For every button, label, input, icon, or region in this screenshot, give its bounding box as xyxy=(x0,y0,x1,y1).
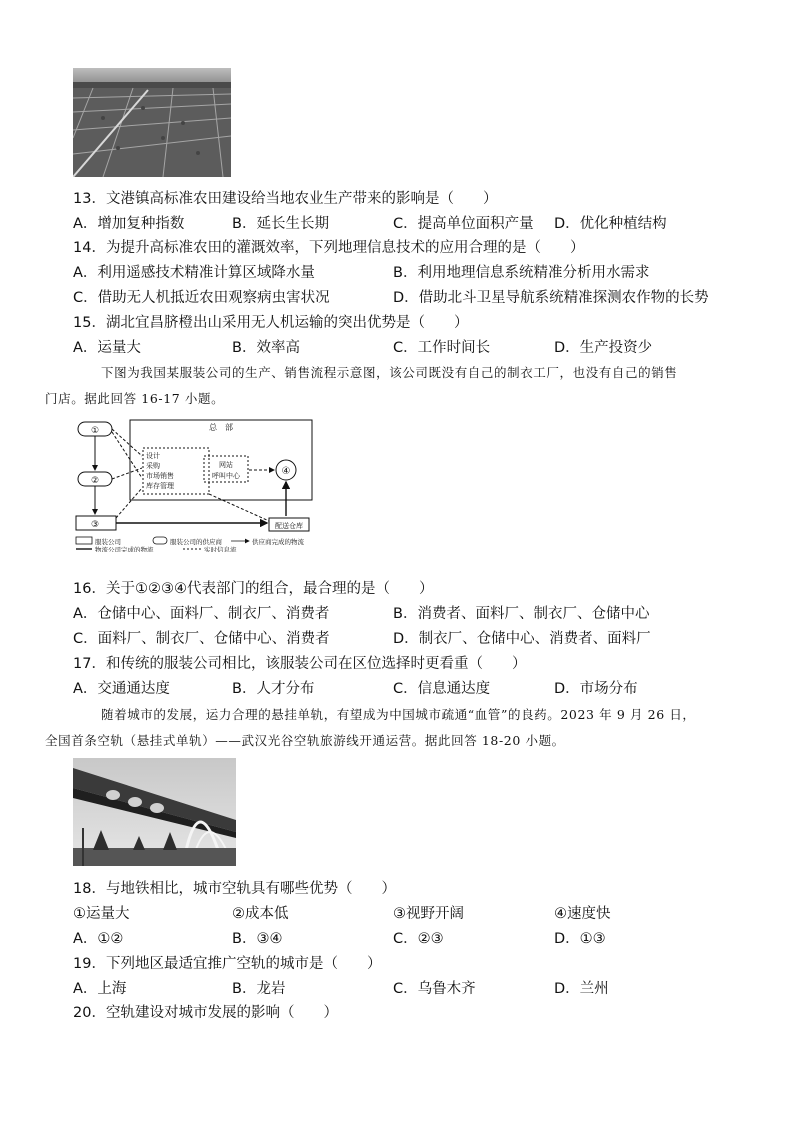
legend-logistics-company: 物流公司完成的物流 xyxy=(95,546,154,552)
q19-option-a: A．上海 xyxy=(73,981,127,997)
q14-option-b: B．利用地理信息系统精准分析用水需求 xyxy=(393,265,650,281)
q19-stem: 19．下列地区最适宜推广空轨的城市是（ ） xyxy=(73,956,382,972)
legend-supplier: 服装公司的供应商 xyxy=(170,538,222,546)
q17-option-a: A．交通通达度 xyxy=(73,681,170,697)
warehouse-label: 配送仓库 xyxy=(275,522,303,530)
q15-option-a: A．运量大 xyxy=(73,340,141,356)
q16-option-c: C．面料厂、制衣厂、仓储中心、消费者 xyxy=(73,631,330,647)
q15-option-c: C．工作时间长 xyxy=(393,340,491,356)
q16-stem: 16．关于①②③④代表部门的组合，最合理的是（ ） xyxy=(73,581,434,597)
q18-stem: 18．与地铁相比，城市空轨具有哪些优势（ ） xyxy=(73,881,396,897)
q14-stem: 14．为提升高标准农田的灌溉效率，下列地理信息技术的应用合理的是（ ） xyxy=(73,240,585,256)
q13-option-d: D．优化种植结构 xyxy=(554,216,667,232)
q14-option-a: A．利用遥感技术精准计算区域降水量 xyxy=(73,265,315,281)
legend-info-flow: 实时信息流 xyxy=(204,546,237,552)
q18-item-1: ①运量大 xyxy=(73,906,130,922)
hq-item-inventory: 库存管理 xyxy=(146,482,174,490)
monorail-photo xyxy=(73,758,236,866)
legend-company: 服装公司 xyxy=(95,538,121,546)
q15-stem: 15．湖北宜昌脐橙出山采用无人机运输的突出优势是（ ） xyxy=(73,315,469,331)
node-3: ③ xyxy=(90,520,100,530)
legend-supplier-logistics: 供应商完成的物流 xyxy=(252,538,304,546)
q16-option-d: D．制衣厂、仓储中心、消费者、面料厂 xyxy=(393,631,651,647)
farmland-photo xyxy=(73,68,231,177)
q18-item-2: ②成本低 xyxy=(232,906,289,922)
q17-option-c: C．信息通达度 xyxy=(393,681,491,697)
q14-option-d: D．借助北斗卫星导航系统精准探测农作物的长势 xyxy=(393,290,709,306)
q19-option-c: C．乌鲁木齐 xyxy=(393,981,476,997)
call-center-label: 呼叫中心 xyxy=(212,472,240,480)
node-4: ④ xyxy=(281,466,291,477)
q13-option-a: A．增加复种指数 xyxy=(73,216,185,232)
q13-stem: 13．文港镇高标准农田建设给当地农业生产带来的影响是（ ） xyxy=(73,191,498,207)
q18-item-3: ③视野开阔 xyxy=(393,906,464,922)
q14-option-c: C．借助无人机抵近农田观察病虫害状况 xyxy=(73,290,330,306)
hq-title: 总 部 xyxy=(209,423,233,432)
hq-item-purchase: 采购 xyxy=(146,462,160,470)
web-site-label: 网站 xyxy=(219,461,233,469)
q17-option-d: D．市场分布 xyxy=(554,681,638,697)
q18-option-c: C．②③ xyxy=(393,931,444,947)
node-1: ① xyxy=(90,426,100,436)
q16-option-a: A．仓储中心、面料厂、制衣厂、消费者 xyxy=(73,606,330,622)
intro1-line1: 下图为我国某服装公司的生产、销售流程示意图，该公司既没有自己的制衣工厂，也没有自己的销售 xyxy=(101,365,678,380)
intro-paragraph-16-17 xyxy=(45,360,733,412)
q18-option-d: D．①③ xyxy=(554,931,606,947)
q13-option-c: C．提高单位面积产量 xyxy=(393,216,534,232)
intro2-line1: 随着城市的发展，运力合理的悬挂单轨，有望成为中国城市疏通“血管”的良药。2023 年 9 月 26 日， xyxy=(101,707,696,722)
q20-stem: 20．空轨建设对城市发展的影响（ ） xyxy=(73,1005,338,1021)
q13-option-b: B．延长生长期 xyxy=(232,216,329,232)
hq-item-marketing: 市场销售 xyxy=(146,472,174,480)
q17-stem: 17．和传统的服装公司相比，该服装公司在区位选择时更看重（ ） xyxy=(73,656,527,672)
supply-chain-diagram xyxy=(73,418,345,552)
q18-option-a: A．①② xyxy=(73,931,124,947)
node-2: ② xyxy=(90,476,100,486)
q16-option-b: B．消费者、面料厂、制衣厂、仓储中心 xyxy=(393,606,650,622)
q15-option-d: D．生产投资少 xyxy=(554,340,653,356)
q18-option-b: B．③④ xyxy=(232,931,283,947)
q17-option-b: B．人才分布 xyxy=(232,681,315,697)
q19-option-b: B．龙岩 xyxy=(232,981,286,997)
hq-item-design: 设计 xyxy=(146,452,160,460)
intro-paragraph-18-20 xyxy=(45,702,733,754)
q18-item-4: ④速度快 xyxy=(554,906,611,922)
q15-option-b: B．效率高 xyxy=(232,340,300,356)
intro2-line2: 全国首条空轨（悬挂式单轨）——武汉光谷空轨旅游线开通运营。据此回答 18-20 小题。 xyxy=(45,733,565,748)
q19-option-d: D．兰州 xyxy=(554,981,609,997)
intro1-line2: 门店。据此回答 16-17 小题。 xyxy=(45,391,225,406)
